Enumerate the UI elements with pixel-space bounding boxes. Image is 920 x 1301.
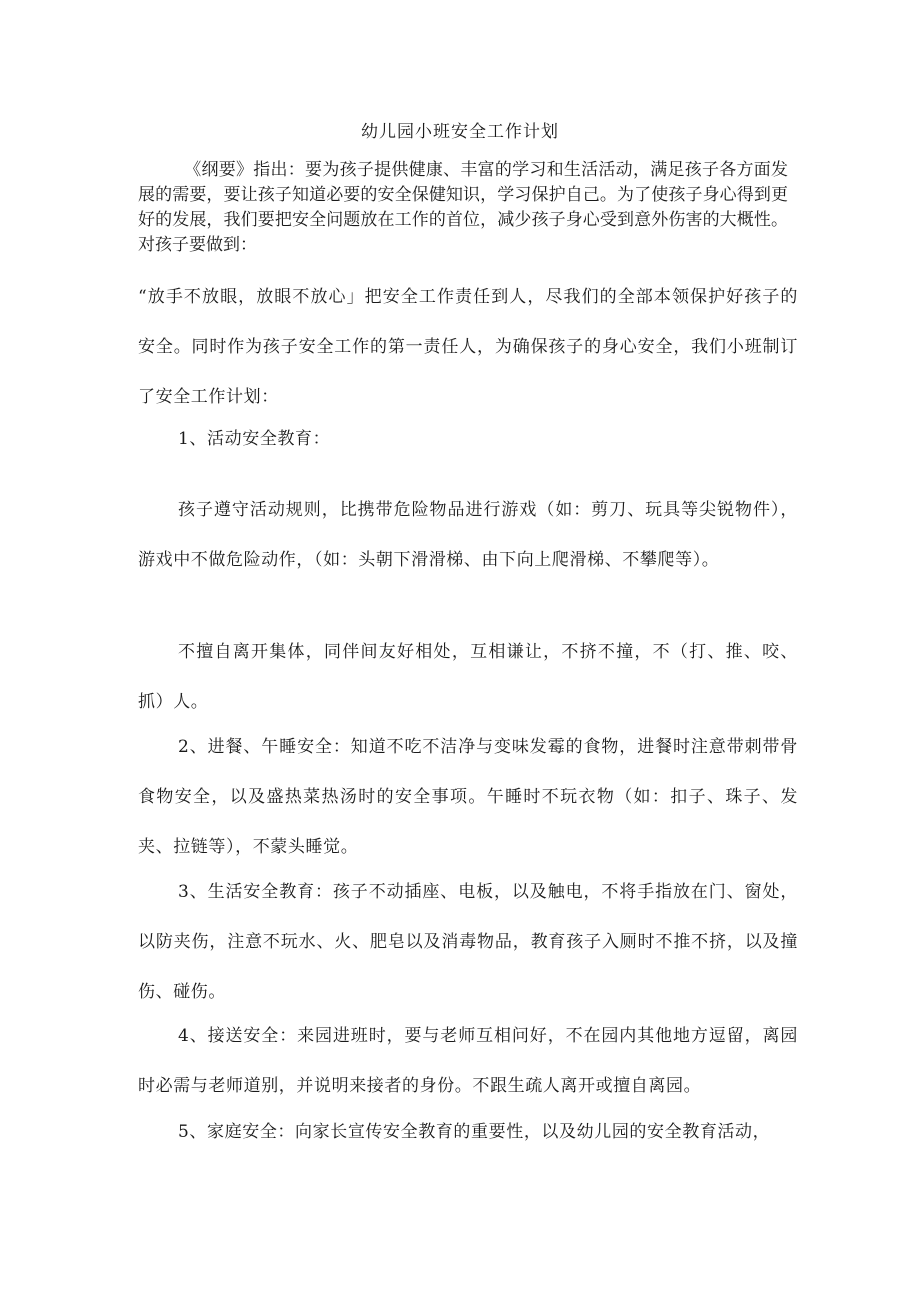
section-heading-activity-safety: 1、活动安全教育： (178, 429, 331, 449)
intro-paragraph (138, 158, 788, 258)
paragraph-activity-rules: 孩子遵守活动规则，比携带危险物品进行游戏（如：剪刀、玩具等尖锐物件），游戏中不做危险动作，（如：头朝下滑滑梯、由下向上爬滑梯、不攀爬等）。 (138, 500, 798, 570)
paragraph-group-behavior: 不擅自离开集体，同伴间友好相处，互相谦让，不挤不撞，不（打、推、咬、抓）人。 (138, 642, 798, 712)
paragraph-pickup-safety: 4、接送安全：来园进班时，要与老师互相问好，不在园内其他地方逗留，离园时必需与老师道别，并说明来接者的身份。不跟生疏人离开或擅自离园。 (138, 1026, 798, 1096)
page-title: 幼儿园小班安全工作计划 (361, 122, 559, 142)
intro-text: 《纲要》指出：要为孩子提供健康、丰富的学习和生活活动，满足孩子各方面发展的需要，要让孩子知道必要的安全保健知识，学习保护自己。为了使孩子身心得到更好的发展，我们要把安全问题放在工作的首位，减少孩子身心受到意外伤害的大概性。对孩子要做到： (138, 160, 788, 255)
paragraph-home-safety: 5、家庭安全：向家长宣传安全教育的重要性，以及幼儿园的安全教育活动， (178, 1122, 771, 1142)
paragraph-daily-life-safety: 3、生活安全教育：孩子不动插座、电板，以及触电，不将手指放在门、窗处，以防夹伤，注意不玩水、火、肥皂以及消毒物品，教育孩子入厕时不推不挤，以及撞伤、碰伤。 (138, 882, 798, 1002)
paragraph-principle: “放手不放眼，放眼不放心」把安全工作责任到人，尽我们的全部本领保护好孩子的安全。同时作为孩子安全工作的第一责任人，为确保孩子的身心安全，我们小班制订了安全工作计划： (138, 287, 798, 407)
paragraph-meal-nap-safety: 2、进餐、午睡安全：知道不吃不洁净与变味发霉的食物，进餐时注意带刺带骨食物安全，以及盛热菜热汤时的安全事项。午睡时不玩衣物（如：扣子、珠子、发夹、拉链等），不蒙头睡觉。 (138, 737, 798, 857)
